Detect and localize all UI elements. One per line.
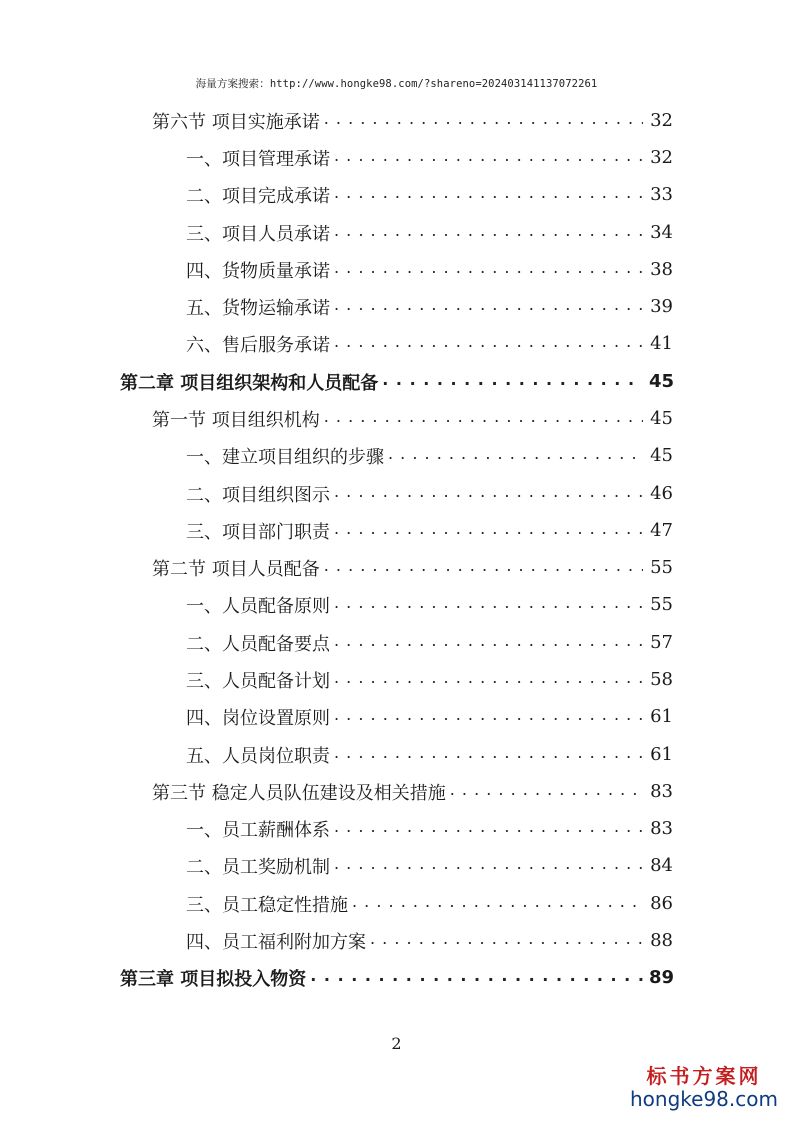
toc-entry-item[interactable] — [186, 288, 673, 325]
toc-entry-page: 58 — [650, 669, 673, 690]
toc-entry-page: 86 — [650, 893, 673, 914]
toc-entry-section[interactable] — [152, 400, 673, 437]
toc-leader-dots — [334, 485, 643, 503]
toc-entry-page: 33 — [650, 184, 673, 205]
toc-entry-item[interactable] — [186, 847, 673, 884]
toc-entry-label: 四、岗位设置原则 — [186, 707, 330, 729]
toc-leader-dots — [382, 373, 643, 391]
toc-entry-page: 83 — [650, 818, 673, 839]
toc-entry-page: 39 — [650, 296, 673, 317]
toc-entry-label: 第二章 项目组织架构和人员配备 — [120, 372, 379, 394]
toc-leader-dots — [334, 857, 643, 875]
toc-entry-chapter[interactable] — [120, 363, 673, 400]
toc-entry-page: 55 — [650, 557, 673, 578]
toc-leader-dots — [334, 596, 643, 614]
toc-entry-label: 四、货物质量承诺 — [186, 260, 330, 282]
toc-entry-section[interactable] — [152, 102, 673, 139]
watermark-brand-cn: 标书方案网 — [646, 1064, 762, 1088]
toc-entry-label: 一、建立项目组织的步骤 — [186, 446, 384, 468]
toc-entry-label: 二、项目组织图示 — [186, 484, 330, 506]
toc-leader-dots — [334, 634, 643, 652]
watermark-brand-url: hongke98.com — [630, 1087, 778, 1111]
toc-entry-label: 一、员工薪酬体系 — [186, 819, 330, 841]
toc-entry-label: 六、售后服务承诺 — [186, 334, 330, 356]
toc-entry-item[interactable] — [186, 810, 673, 847]
toc-entry-item[interactable] — [186, 698, 673, 735]
toc-entry-section[interactable] — [152, 549, 673, 586]
toc-entry-page: 45 — [650, 408, 673, 429]
toc-leader-dots — [334, 746, 643, 764]
toc-entry-page: 32 — [650, 147, 673, 168]
toc-entry-label: 五、人员岗位职责 — [186, 745, 330, 767]
toc-entry-label: 三、员工稳定性措施 — [186, 894, 348, 916]
toc-leader-dots — [324, 559, 643, 577]
toc-entry-label: 第二节 项目人员配备 — [152, 558, 320, 580]
toc-leader-dots — [324, 112, 643, 130]
page-number: 2 — [391, 1034, 402, 1053]
toc-entry-item[interactable] — [186, 922, 673, 959]
toc-entry-label: 第六节 项目实施承诺 — [152, 111, 320, 133]
toc-entry-label: 第一节 项目组织机构 — [152, 409, 320, 431]
toc-entry-page: 34 — [650, 222, 673, 243]
toc-entry-page: 88 — [650, 930, 673, 951]
toc-entry-item[interactable] — [186, 139, 673, 176]
toc-entry-page: 83 — [650, 781, 673, 802]
toc-entry-item[interactable] — [186, 475, 673, 512]
toc-entry-item[interactable] — [186, 661, 673, 698]
toc-leader-dots — [334, 149, 643, 167]
toc-leader-dots — [334, 186, 643, 204]
toc-leader-dots — [334, 224, 643, 242]
header-url: 海量方案搜索：http://www.hongke98.com/?shareno=202403141137072261 — [195, 78, 598, 90]
toc-entry-section[interactable] — [152, 773, 673, 810]
toc-entry-page: 57 — [650, 632, 673, 653]
toc-entry-label: 一、项目管理承诺 — [186, 148, 330, 170]
toc-entry-item[interactable] — [186, 586, 673, 623]
toc-entry-item[interactable] — [186, 437, 673, 474]
toc-entry-item[interactable] — [186, 885, 673, 922]
toc-leader-dots — [334, 261, 643, 279]
toc-entry-page: 61 — [650, 706, 673, 727]
toc-entry-page: 46 — [650, 483, 673, 504]
watermark-logo — [629, 1064, 779, 1110]
toc-entry-page: 32 — [650, 110, 673, 131]
toc-leader-dots — [310, 969, 643, 987]
toc-entry-page: 84 — [650, 855, 673, 876]
toc-entry-label: 二、员工奖励机制 — [186, 856, 330, 878]
toc-entry-page: 47 — [650, 520, 673, 541]
toc-entry-page: 45 — [650, 445, 673, 466]
toc-entry-label: 二、人员配备要点 — [186, 633, 330, 655]
toc-entry-item[interactable] — [186, 624, 673, 661]
toc-entry-item[interactable] — [186, 176, 673, 213]
toc-entry-label: 三、项目人员承诺 — [186, 223, 330, 245]
toc-leader-dots — [334, 298, 643, 316]
toc-leader-dots — [370, 932, 643, 950]
toc-entry-page: 38 — [650, 259, 673, 280]
toc-entry-label: 二、项目完成承诺 — [186, 185, 330, 207]
toc-entry-item[interactable] — [186, 736, 673, 773]
toc-leader-dots — [334, 820, 643, 838]
toc-leader-dots — [334, 522, 643, 540]
toc-entry-item[interactable] — [186, 251, 673, 288]
toc-entry-label: 四、员工福利附加方案 — [186, 931, 366, 953]
toc-entry-page: 41 — [650, 333, 673, 354]
toc-leader-dots — [352, 895, 643, 913]
toc-leader-dots — [334, 671, 643, 689]
toc-entry-item[interactable] — [186, 512, 673, 549]
toc-leader-dots — [334, 335, 643, 353]
toc-entry-page: 45 — [649, 371, 675, 392]
toc-leader-dots — [324, 410, 643, 428]
toc-entry-page: 61 — [650, 744, 673, 765]
toc-entry-label: 三、项目部门职责 — [186, 521, 330, 543]
toc-entry-label: 第三章 项目拟投入物资 — [120, 968, 307, 990]
toc-entry-label: 一、人员配备原则 — [186, 595, 330, 617]
toc-entry-page: 55 — [650, 594, 673, 615]
toc-entry-label: 第三节 稳定人员队伍建设及相关措施 — [152, 782, 446, 804]
toc-leader-dots — [388, 447, 643, 465]
toc-leader-dots — [334, 708, 643, 726]
toc-entry-label: 三、人员配备计划 — [186, 670, 330, 692]
toc-entry-label: 五、货物运输承诺 — [186, 297, 330, 319]
toc-entry-item[interactable] — [186, 325, 673, 362]
toc-entry-item[interactable] — [186, 214, 673, 251]
toc-entry-page: 89 — [649, 967, 675, 988]
toc-leader-dots — [450, 783, 643, 801]
toc-entry-chapter[interactable] — [120, 959, 673, 996]
